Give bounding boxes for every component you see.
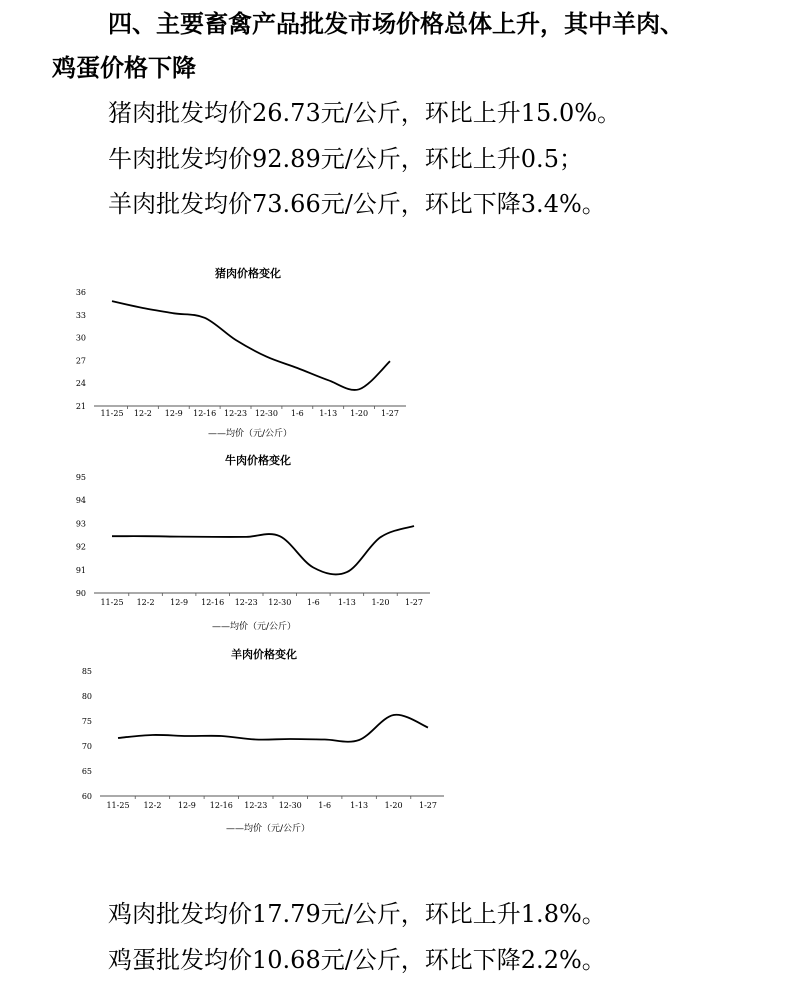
section-heading-line-1: 四、主要畜禽产品批发市场价格总体上升，其中羊肉、 [108,10,684,38]
pork-x-tick-label: 12-9 [164,409,183,418]
mutton-y-tick-label: 65 [81,767,92,776]
beef-x-tick-label: 1-6 [306,598,320,607]
chicken-price-label: 鸡肉批发均价 [108,900,252,928]
pork-x-tick-label: 12-23 [224,409,248,418]
mutton-price-label: 羊肉批发均价 [108,190,252,218]
beef-x-tick-label: 1-20 [371,598,390,607]
beef-price-label: 牛肉批发均价 [108,145,252,173]
beef-x-tick-label: 12-16 [201,598,225,607]
mutton-price-chart [0,644,450,844]
beef-x-tick-label: 12-23 [234,598,258,607]
beef-y-tick-label: 95 [75,473,86,482]
mutton-legend: ——均价（元/公斤） [226,824,311,834]
egg-price-paragraph [108,940,606,975]
pork-chart-title: 猪肉价格变化 [215,267,281,280]
beef-y-tick-label: 94 [75,496,86,506]
beef-price-chart [0,450,440,640]
mutton-x-tick-label: 12-16 [209,801,233,810]
mutton-price-line [118,715,428,742]
beef-y-tick-label: 91 [75,565,86,575]
egg-price-text: 10.68元/公斤，环比下降2.2%。 [252,946,606,974]
beef-y-tick-label: 93 [75,519,86,529]
beef-y-tick-label: 90 [75,589,86,598]
mutton-x-tick-label: 12-2 [143,801,162,810]
beef-price-line [112,526,414,574]
mutton-x-tick-label: 1-27 [419,801,437,810]
beef-chart-title: 牛肉价格变化 [225,454,291,467]
pork-price-label: 猪肉批发均价 [108,99,252,127]
pork-x-tick-label: 11-25 [100,409,124,418]
pork-price-chart [0,262,440,447]
chicken-price-text: 17.79元/公斤，环比上升1.8%。 [252,900,606,928]
mutton-price-text: 73.66元/公斤，环比下降3.4%。 [252,190,606,218]
mutton-x-tick-label: 11-25 [106,801,130,810]
mutton-x-tick-label: 1-20 [384,801,403,810]
mutton-y-tick-label: 80 [81,692,92,701]
beef-x-tick-label: 12-30 [268,598,292,607]
mutton-y-tick-label: 60 [81,792,92,801]
beef-x-tick-label: 1-27 [405,598,423,607]
pork-x-tick-label: 12-16 [193,409,217,418]
mutton-chart-title: 羊肉价格变化 [231,648,297,661]
pork-x-tick-label: 1-13 [319,409,338,418]
mutton-x-tick-label: 12-9 [177,801,196,810]
beef-price-text: 92.89元/公斤，环比上升0.5； [252,145,583,173]
egg-price-label: 鸡蛋批发均价 [108,946,252,974]
chicken-price-paragraph [108,894,606,929]
mutton-x-tick-label: 1-6 [318,801,332,810]
beef-x-tick-label: 11-25 [100,598,124,607]
beef-x-tick-label: 1-13 [337,598,356,607]
mutton-y-tick-label: 70 [81,742,92,751]
beef-legend: ——均价（元/公斤） [212,622,297,632]
mutton-y-tick-label: 75 [81,717,92,726]
section-heading-line-2: 鸡蛋价格下降 [52,54,196,82]
beef-x-tick-label: 12-9 [170,598,189,607]
mutton-price-paragraph [108,184,606,219]
mutton-x-tick-label: 12-30 [278,801,302,810]
pork-y-tick-label: 36 [75,288,86,297]
pork-y-tick-label: 30 [75,333,86,343]
pork-x-tick-label: 12-2 [133,409,152,418]
mutton-x-tick-label: 12-23 [244,801,268,810]
pork-x-tick-label: 1-6 [290,409,304,418]
pork-y-tick-label: 21 [75,402,86,411]
pork-x-tick-label: 1-20 [350,409,369,418]
beef-y-tick-label: 92 [75,542,86,552]
pork-price-text: 26.73元/公斤，环比上升15.0%。 [252,99,622,127]
pork-y-tick-label: 33 [75,310,86,320]
beef-x-tick-label: 12-2 [136,598,155,607]
pork-price-line [112,301,390,390]
beef-price-paragraph [108,139,583,174]
pork-y-tick-label: 27 [75,356,86,366]
mutton-x-tick-label: 1-13 [350,801,369,810]
pork-y-tick-label: 24 [75,379,86,389]
pork-price-paragraph [108,93,621,128]
pork-legend: ——均价（元/公斤） [208,429,293,439]
mutton-y-tick-label: 85 [81,667,92,676]
pork-x-tick-label: 1-27 [381,409,399,418]
pork-x-tick-label: 12-30 [254,409,278,418]
